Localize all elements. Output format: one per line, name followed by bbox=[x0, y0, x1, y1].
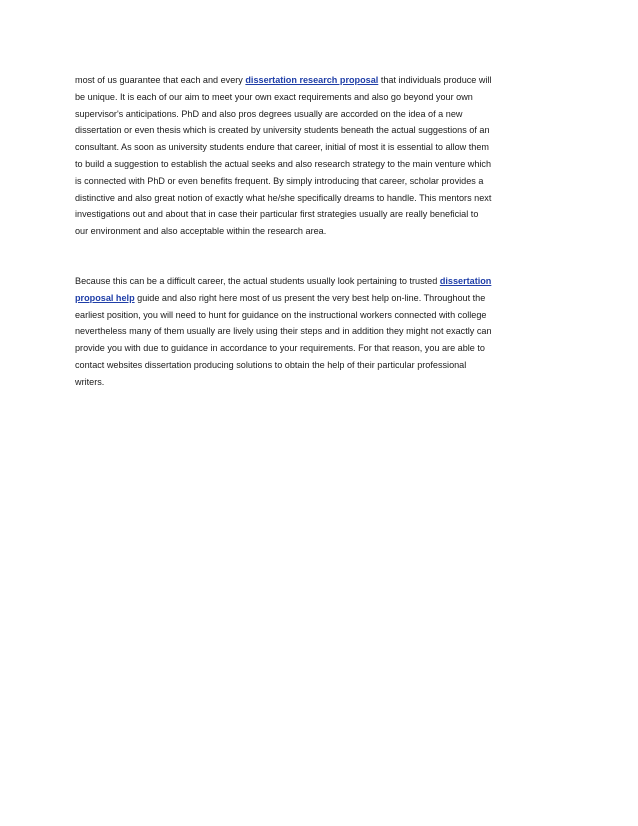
text-run: most of us guarantee that each and every bbox=[75, 75, 246, 85]
dissertation-link[interactable]: dissertation research proposal bbox=[245, 75, 379, 85]
text-run: earliest position, you will need to hunt for guidance on the instructional workers connected with college bbox=[75, 309, 487, 320]
text-line bbox=[75, 106, 565, 123]
text-run: consultant. As soon as university students endure that career, initial of most it is essential to allow them bbox=[75, 142, 489, 153]
text-line bbox=[75, 190, 565, 207]
text-run: guide and also right here most of us present the very best help on-line. Throughout the bbox=[134, 292, 486, 303]
text-line bbox=[75, 223, 565, 240]
text-line bbox=[75, 357, 565, 374]
paragraph-spacer bbox=[75, 240, 565, 273]
text-run: supervisor's anticipations. PhD and also pros degrees usually are accorded on the idea of a new bbox=[75, 108, 463, 119]
text-line bbox=[75, 156, 565, 173]
document-body bbox=[75, 72, 565, 391]
text-run: provide you with due to guidance in accordance to your requirements. For that reason, you are able to bbox=[75, 343, 485, 354]
text-run: distinctive and also great notion of exactly what he/she specifically dreams to handle. This mentors next bbox=[75, 192, 492, 203]
text-run: writers. bbox=[75, 376, 105, 387]
text-line bbox=[75, 374, 565, 391]
text-run: nevertheless many of them usually are lively using their steps and in addition they might not exactly can bbox=[75, 326, 492, 337]
dissertation-link[interactable]: proposal help bbox=[75, 292, 135, 303]
text-line bbox=[75, 173, 565, 190]
text-run: contact websites dissertation producing solutions to obtain the help of their particular professional bbox=[75, 359, 467, 370]
text-line bbox=[75, 206, 565, 223]
text-run: that individuals produce will bbox=[378, 75, 492, 85]
paragraph-2 bbox=[75, 273, 565, 391]
text-line bbox=[75, 323, 565, 340]
text-run: be unique. It is each of our aim to meet your own exact requirements and also go beyond your own bbox=[75, 91, 473, 102]
text-run: our environment and also acceptable within the research area. bbox=[75, 226, 327, 237]
paragraph-1 bbox=[75, 72, 565, 240]
text-line bbox=[75, 340, 565, 357]
text-line bbox=[75, 273, 565, 290]
text-line bbox=[75, 290, 565, 307]
text-run: to build a suggestion to establish the actual seeks and also research strategy to the main venture which bbox=[75, 158, 492, 169]
dissertation-link[interactable]: dissertation bbox=[439, 275, 492, 286]
text-line bbox=[75, 72, 565, 89]
text-line bbox=[75, 122, 565, 139]
text-line bbox=[75, 139, 565, 156]
text-run: dissertation or even thesis which is created by university students beneath the actual suggestions of an bbox=[75, 125, 490, 136]
text-run: is connected with PhD or even benefits frequent. By simply introducing that career, scholar provides a bbox=[75, 175, 484, 186]
text-line bbox=[75, 307, 565, 324]
text-run: Because this can be a difficult career, the actual students usually look pertaining to trusted bbox=[75, 275, 440, 286]
text-run: investigations out and about that in case their particular first strategies usually are really beneficial to bbox=[75, 209, 479, 220]
text-line bbox=[75, 89, 565, 106]
